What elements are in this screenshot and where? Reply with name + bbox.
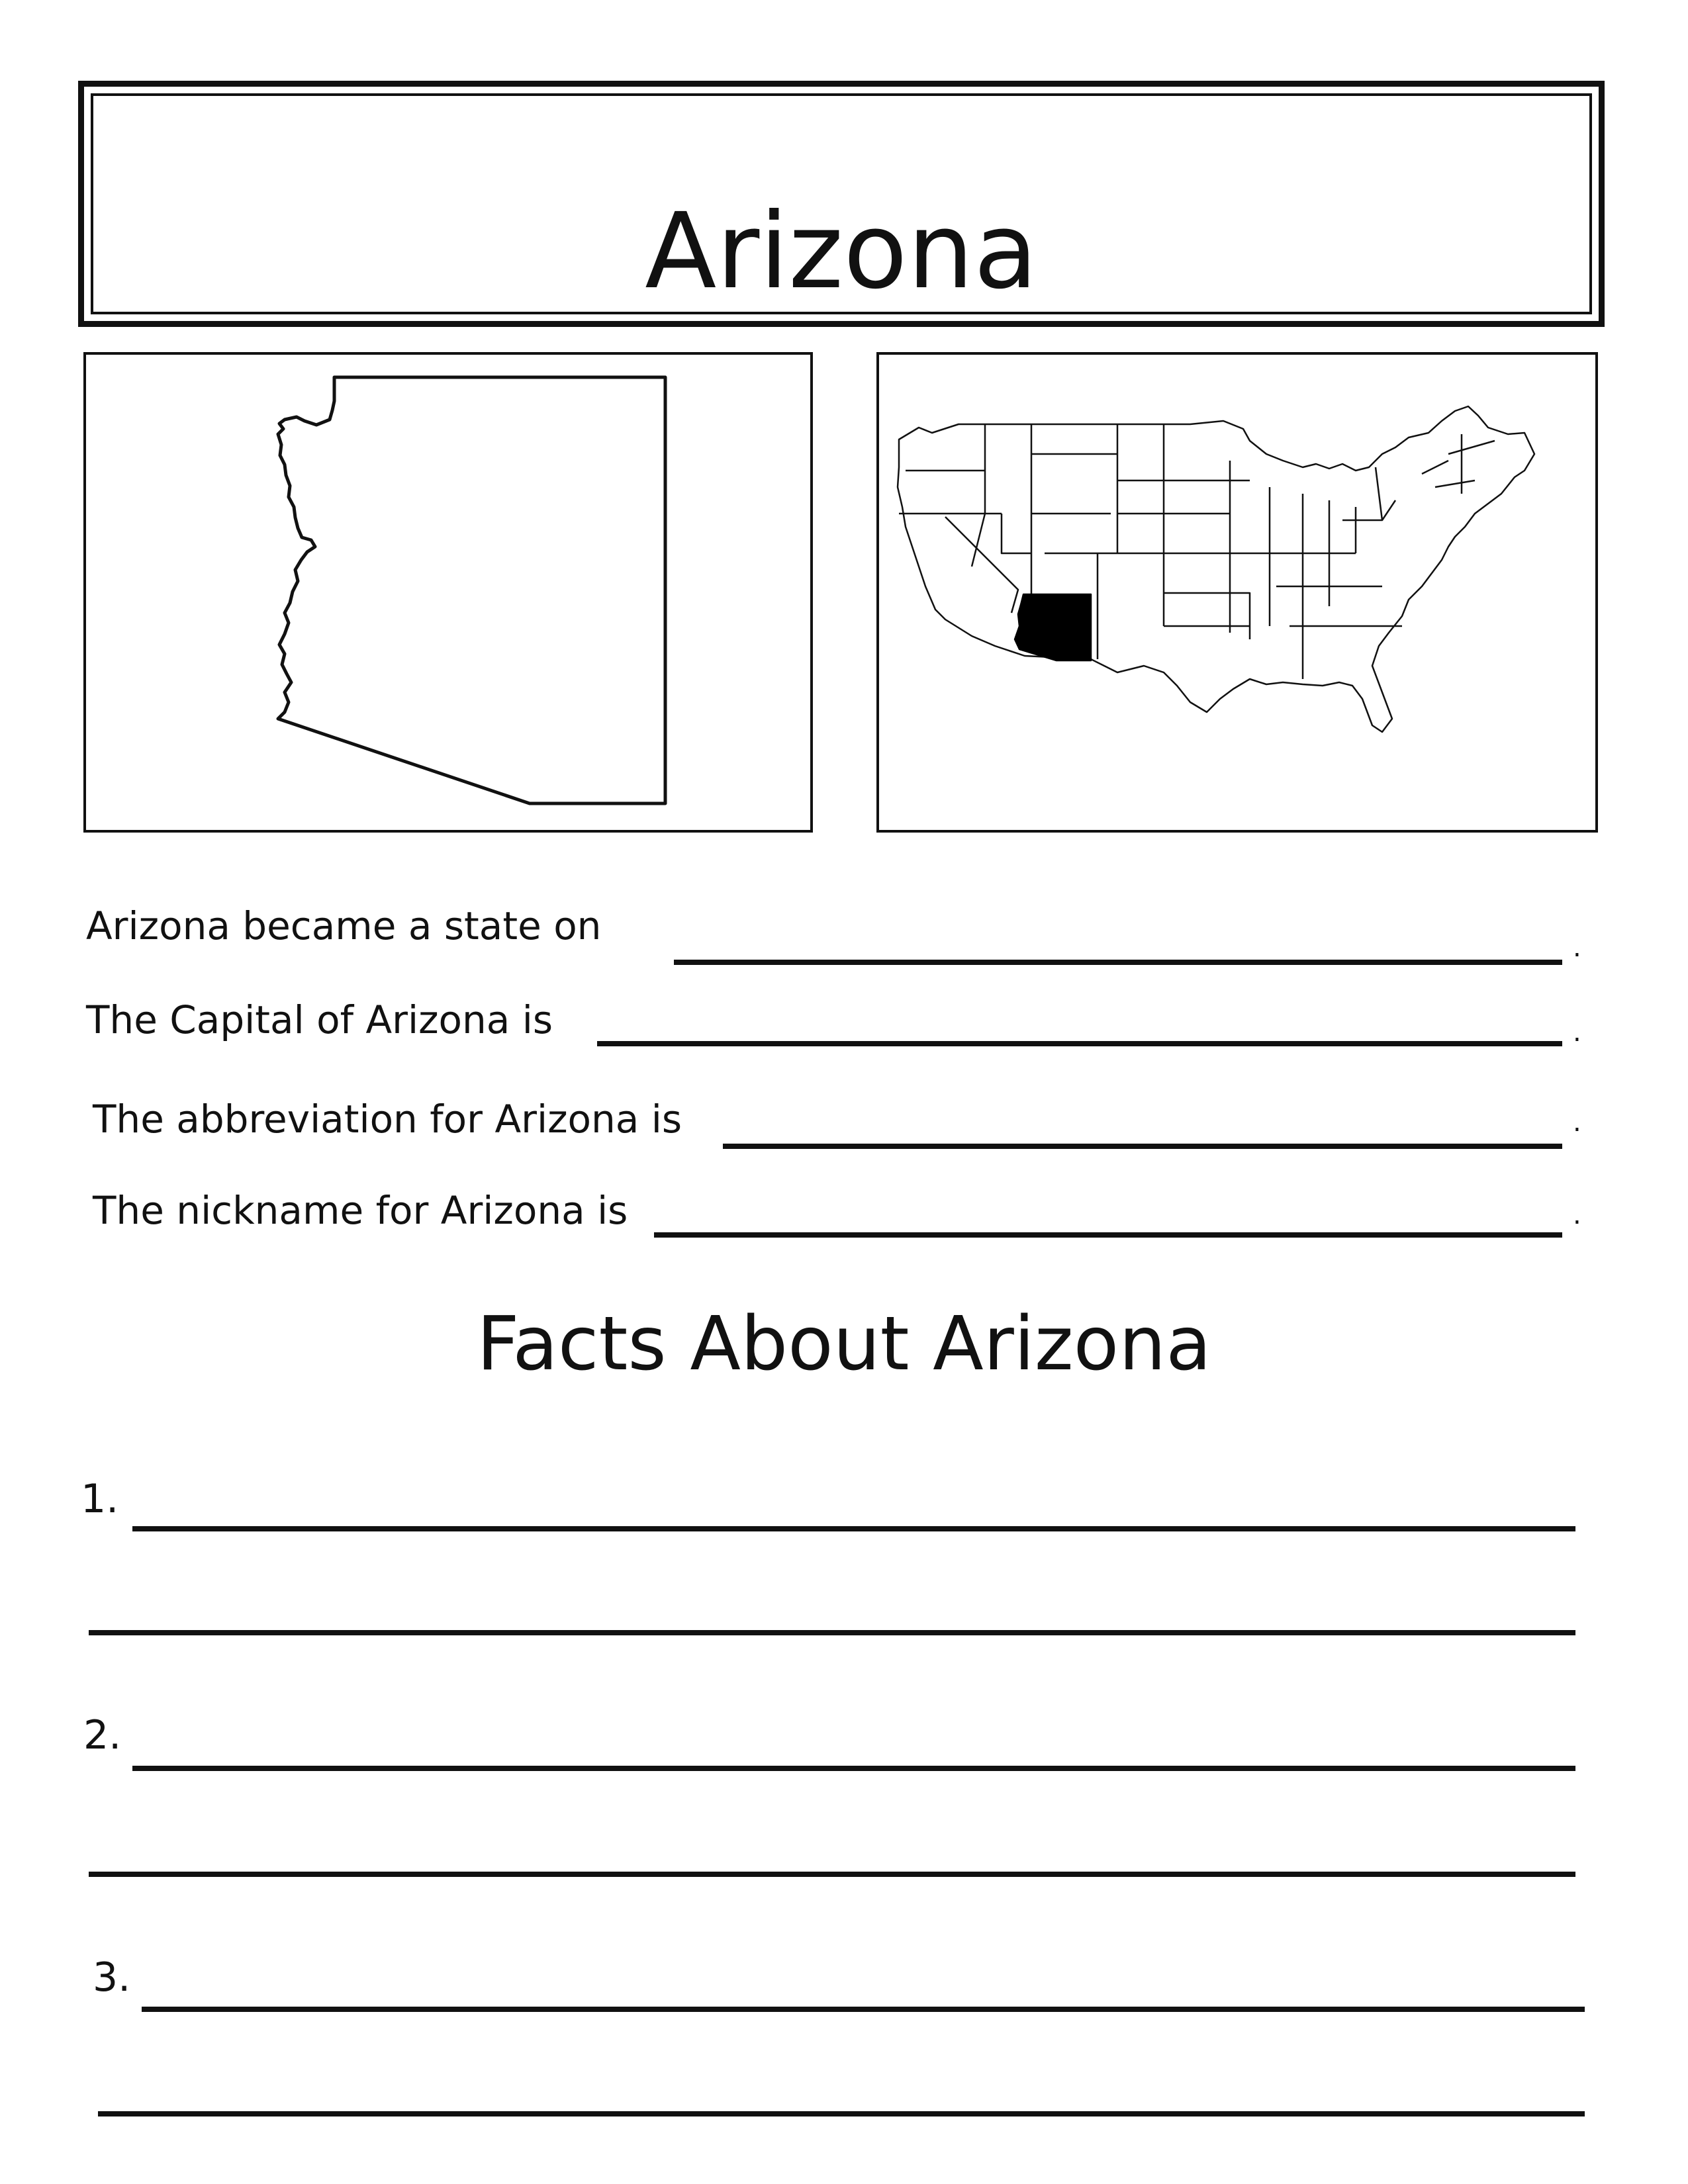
fact-3-line-1[interactable] bbox=[142, 2007, 1585, 2012]
us-map-panel bbox=[876, 352, 1598, 833]
page-title: Arizona bbox=[645, 191, 1038, 312]
fact-1-line-1[interactable] bbox=[132, 1526, 1575, 1531]
question-capital-label: The Capital of Arizona is bbox=[86, 997, 553, 1042]
arizona-highlighted bbox=[1015, 594, 1091, 660]
arizona-outline bbox=[278, 377, 665, 803]
us-outline bbox=[898, 406, 1534, 732]
state-outline-panel bbox=[83, 352, 813, 833]
answer-line-capital[interactable] bbox=[597, 1041, 1562, 1046]
answer-line-nickname[interactable] bbox=[654, 1232, 1562, 1238]
fact-3-line-2[interactable] bbox=[98, 2111, 1585, 2116]
period: . bbox=[1573, 1107, 1581, 1138]
answer-line-abbreviation[interactable] bbox=[723, 1144, 1562, 1149]
fact-2-line-1[interactable] bbox=[132, 1766, 1575, 1771]
question-nickname-label: The nickname for Arizona is bbox=[93, 1188, 628, 1233]
title-box bbox=[78, 81, 1605, 327]
us-map bbox=[879, 355, 1601, 835]
fact-number-1: 1. bbox=[81, 1476, 119, 1522]
answer-line-statehood[interactable] bbox=[674, 960, 1562, 965]
arizona-outline-map bbox=[86, 355, 816, 835]
period: . bbox=[1573, 933, 1581, 963]
question-abbreviation-label: The abbreviation for Arizona is bbox=[93, 1097, 682, 1142]
period: . bbox=[1573, 1200, 1581, 1230]
fact-number-2: 2. bbox=[83, 1712, 122, 1758]
fact-number-3: 3. bbox=[93, 1954, 131, 2001]
question-statehood-label: Arizona became a state on bbox=[86, 903, 602, 948]
fact-2-line-2[interactable] bbox=[89, 1872, 1575, 1877]
facts-heading: Facts About Arizona bbox=[477, 1301, 1211, 1387]
fact-1-line-2[interactable] bbox=[89, 1630, 1575, 1635]
period: . bbox=[1573, 1017, 1581, 1048]
